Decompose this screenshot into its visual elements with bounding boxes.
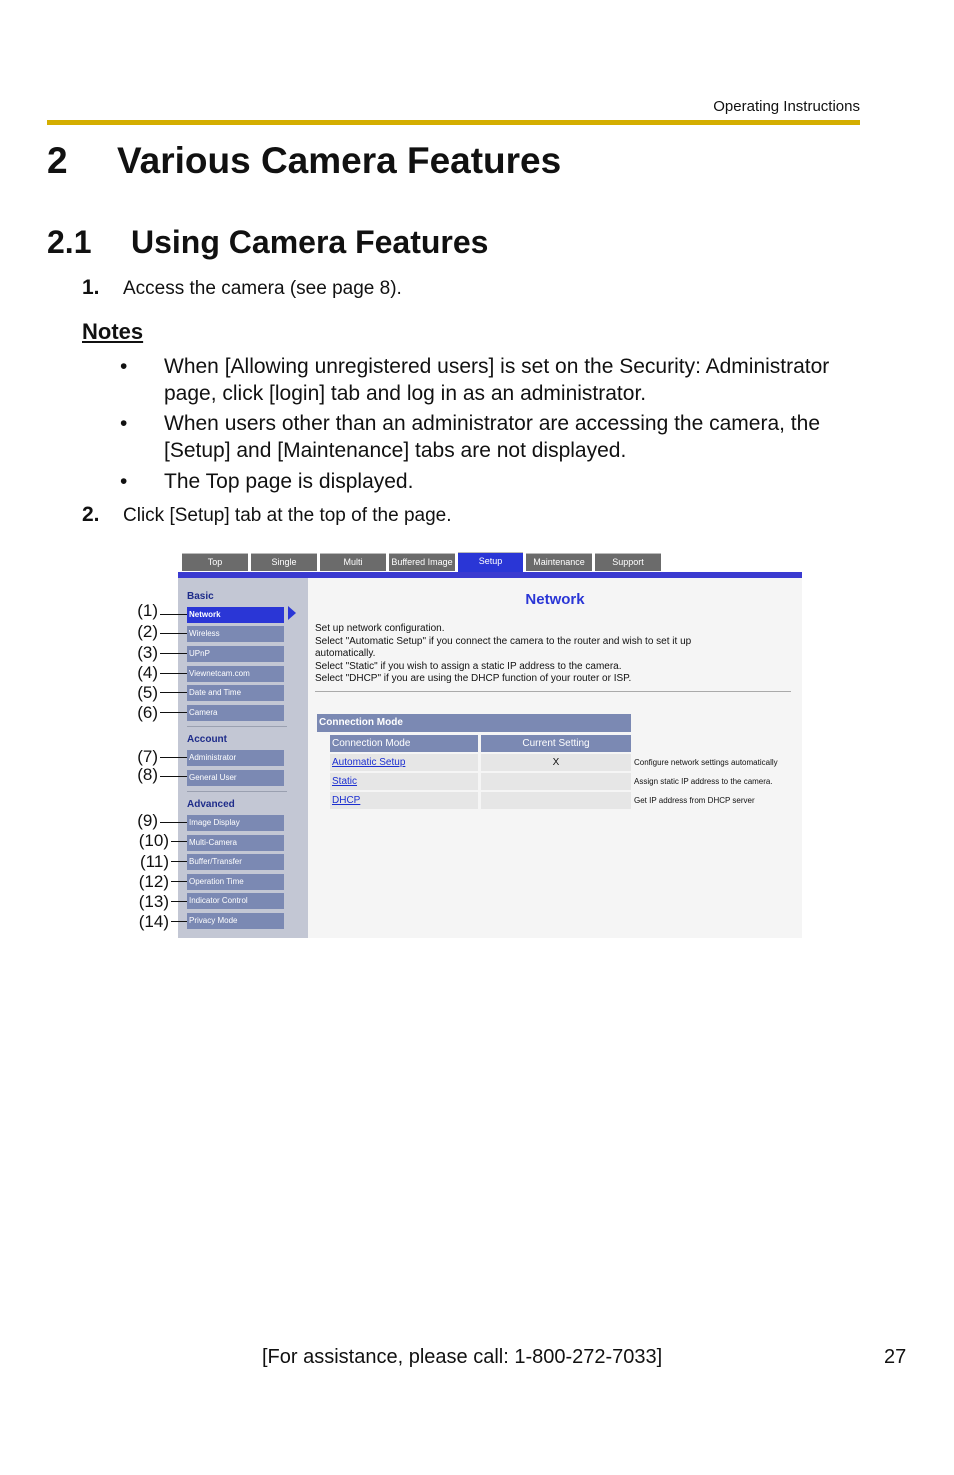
callout-8: (8) (137, 765, 158, 784)
selected-arrow-icon (288, 606, 296, 620)
table-row (330, 792, 755, 809)
sidebar-item-viewnetcam[interactable]: Viewnetcam.com (187, 666, 284, 682)
sidebar-section-account: Account (187, 734, 227, 745)
section-number: 2.1 (47, 224, 92, 260)
tab-top[interactable]: Top (182, 553, 248, 571)
callout-line (171, 861, 187, 862)
sidebar-item-image-display[interactable]: Image Display (187, 815, 284, 831)
sidebar-item-administrator[interactable]: Administrator (187, 750, 284, 766)
mode-note: Get IP address from DHCP server (634, 796, 755, 805)
step-text: Access the camera (see page 8). (123, 278, 402, 299)
tab-single[interactable]: Single (251, 553, 317, 571)
callout-line (160, 712, 187, 713)
current-setting-cell (481, 773, 631, 790)
callout-12: (12) (138, 872, 169, 891)
tab-setup[interactable]: Setup (458, 552, 523, 573)
sidebar-item-date-time[interactable]: Date and Time (187, 685, 284, 701)
setup-sidebar (178, 578, 308, 938)
column-header-mode: Connection Mode (330, 735, 478, 752)
network-panel (308, 578, 802, 938)
static-link[interactable]: Static (330, 773, 478, 790)
chapter-number: 2 (47, 140, 68, 181)
callout-14: (14) (138, 912, 169, 931)
callout-5: (5) (137, 683, 158, 702)
sidebar-item-buffer-transfer[interactable]: Buffer/Transfer (187, 854, 284, 870)
description-line: Select "DHCP" if you are using the DHCP function of your router or ISP. (315, 673, 632, 684)
callout-line (160, 633, 187, 634)
callout-line (171, 881, 187, 882)
sidebar-item-privacy-mode[interactable]: Privacy Mode (187, 913, 284, 929)
step-number: 1. (82, 276, 100, 299)
tab-buffered-image[interactable]: Buffered Image (389, 553, 455, 571)
description-line: automatically. (315, 648, 376, 659)
description-line: Set up network configuration. (315, 623, 445, 634)
step-1 (82, 276, 402, 300)
tab-multi[interactable]: Multi (320, 553, 386, 571)
note-text: When users other than an administrator are accessing the camera, the [Setup] and [Maintenance] tabs are not displayed. (164, 412, 821, 462)
callout-line (171, 921, 187, 922)
chapter-heading (47, 140, 561, 182)
current-setting-cell (481, 792, 631, 809)
running-header: Operating Instructions (713, 98, 860, 115)
sidebar-item-general-user[interactable]: General User (187, 770, 284, 786)
step-text: Click [Setup] tab at the top of the page. (123, 505, 452, 526)
connection-mode-header: Connection Mode (317, 714, 631, 732)
callout-line (160, 614, 187, 615)
sidebar-section-basic: Basic (187, 591, 214, 602)
assistance-footer: [For assistance, please call: 1-800-272-7033] (262, 1346, 663, 1368)
notes-title: Notes (82, 319, 144, 344)
section-title: Using Camera Features (131, 224, 489, 260)
note-text: When [Allowing unregistered users] is set on the Security: Administrator page, click [login] tab and log in as an administrator. (164, 355, 830, 405)
callout-10: (10) (138, 831, 169, 850)
description-line: Select "Static" if you wish to assign a static IP address to the camera. (315, 660, 622, 672)
note-item (120, 353, 860, 407)
callout-line (160, 653, 187, 654)
callout-line (160, 673, 187, 674)
callout-line (160, 757, 187, 758)
note-text: The Top page is displayed. (164, 470, 414, 493)
panel-description (315, 623, 795, 686)
sidebar-item-operation-time[interactable]: Operation Time (187, 874, 284, 890)
sidebar-item-multi-camera[interactable]: Multi-Camera (187, 835, 284, 851)
callout-6: (6) (137, 703, 158, 722)
sidebar-item-network[interactable]: Network (187, 607, 284, 623)
sidebar-section-advanced: Advanced (187, 799, 235, 810)
callout-2: (2) (137, 622, 158, 641)
current-setting-cell: X (481, 754, 631, 771)
note-item (120, 410, 860, 464)
callout-line (171, 841, 187, 842)
chapter-title: Various Camera Features (117, 140, 562, 181)
bullet-icon: • (120, 412, 128, 435)
page-number: 27 (884, 1346, 907, 1368)
tab-maintenance[interactable]: Maintenance (526, 553, 592, 571)
panel-divider (315, 691, 791, 692)
description-line: Select "Automatic Setup" if you connect the camera to the router and wish to set it up (315, 635, 692, 647)
callout-line (160, 692, 187, 693)
callout-7: (7) (137, 747, 158, 766)
callout-4: (4) (137, 663, 158, 682)
callout-line (171, 901, 187, 902)
column-header-current: Current Setting (481, 735, 631, 752)
panel-title: Network (525, 591, 585, 608)
header-rule (47, 120, 860, 125)
sidebar-item-upnp[interactable]: UPnP (187, 646, 284, 662)
callout-11: (11) (140, 852, 169, 871)
sidebar-divider (187, 726, 287, 727)
tab-support[interactable]: Support (595, 553, 661, 571)
step-number: 2. (82, 503, 100, 526)
sidebar-item-indicator-control[interactable]: Indicator Control (187, 893, 284, 909)
sidebar-divider (187, 791, 287, 792)
bullet-icon: • (120, 355, 128, 378)
callout-9: (9) (137, 811, 158, 830)
automatic-setup-link[interactable]: Automatic Setup (330, 754, 478, 771)
sidebar-item-camera[interactable]: Camera (187, 705, 284, 721)
camera-setup-screenshot (178, 552, 802, 938)
callout-line (160, 776, 187, 777)
sidebar-item-wireless[interactable]: Wireless (187, 626, 284, 642)
table-row (330, 773, 773, 790)
callout-3: (3) (137, 643, 158, 662)
dhcp-link[interactable]: DHCP (330, 792, 478, 809)
step-2 (82, 503, 452, 527)
table-row (330, 754, 778, 771)
section-heading (47, 224, 488, 261)
mode-note: Assign static IP address to the camera. (634, 777, 773, 786)
callout-line (160, 822, 187, 823)
bullet-icon: • (120, 470, 128, 493)
mode-note: Configure network settings automatically (634, 758, 778, 767)
note-item (120, 468, 860, 495)
callout-13: (13) (138, 892, 169, 911)
callout-1: (1) (137, 601, 158, 620)
